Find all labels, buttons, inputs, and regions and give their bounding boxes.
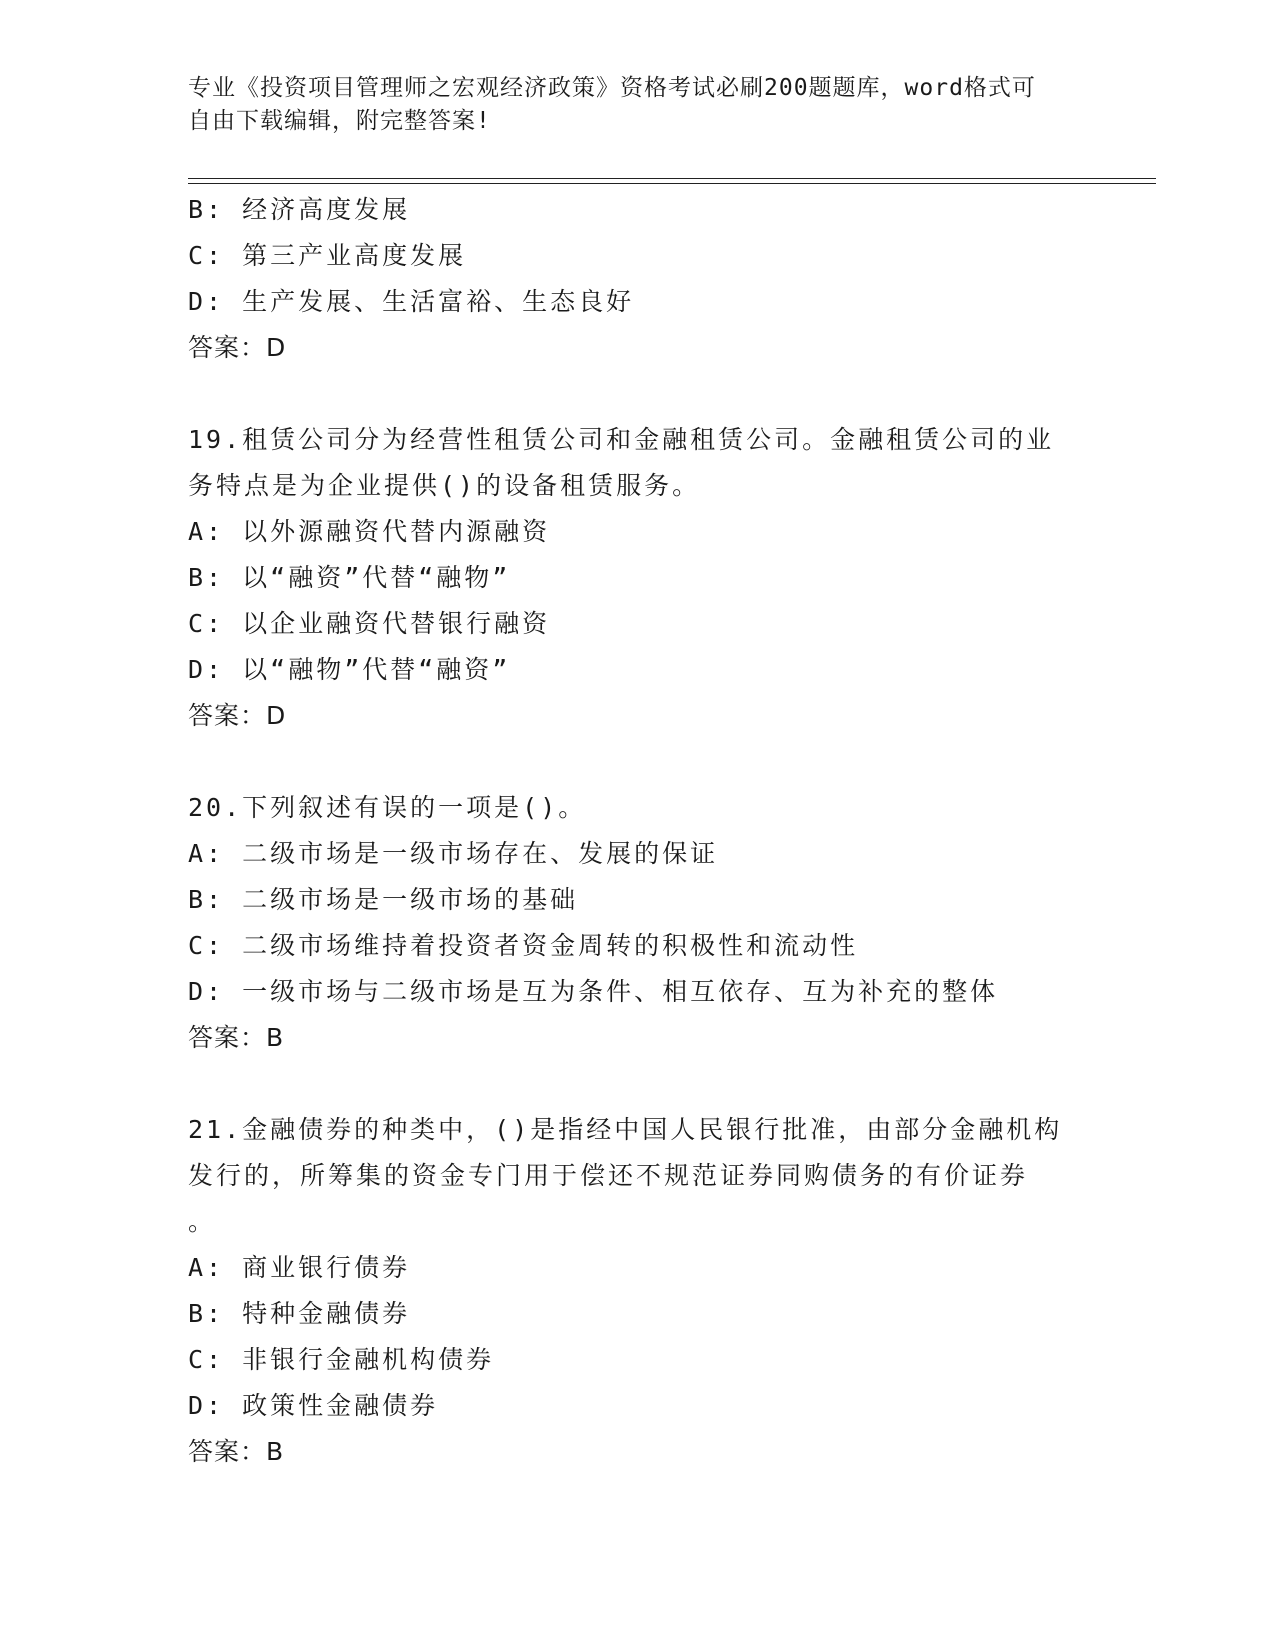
option-d: D: 生产发展、生活富裕、生态良好 bbox=[188, 287, 635, 316]
option-b: B: 经济高度发展 bbox=[188, 195, 411, 224]
question-18-continued bbox=[188, 187, 1088, 371]
option-a: A: 二级市场是一级市场存在、发展的保证 bbox=[188, 839, 719, 868]
header-line-1: 专业《投资项目管理师之宏观经济政策》资格考试必刷200题题库，word格式可 bbox=[188, 75, 1036, 101]
header-line-2: 自由下载编辑，附完整答案! bbox=[188, 108, 491, 134]
option-c: C: 第三产业高度发展 bbox=[188, 241, 467, 270]
question-text-line: 发行的，所筹集的资金专门用于偿还不规范证券同购债务的有价证券 bbox=[188, 1161, 1029, 1190]
question-text-line: 20.下列叙述有误的一项是()。 bbox=[188, 793, 587, 822]
option-a: A: 以外源融资代替内源融资 bbox=[188, 517, 551, 546]
question-20 bbox=[188, 785, 1088, 1061]
question-text-line: 19.租赁公司分为经营性租赁公司和金融租赁公司。金融租赁公司的业 bbox=[188, 425, 1055, 454]
header-divider-top bbox=[188, 178, 1156, 179]
option-c: C: 非银行金融机构债券 bbox=[188, 1345, 495, 1374]
document-header bbox=[188, 72, 1068, 138]
option-b: B: 以“融资”代替“融物” bbox=[188, 563, 511, 592]
option-d: D: 一级市场与二级市场是互为条件、相互依存、互为补充的整体 bbox=[188, 977, 999, 1006]
question-text-line: 。 bbox=[188, 1207, 217, 1236]
option-c: C: 二级市场维持着投资者资金周转的积极性和流动性 bbox=[188, 931, 859, 960]
header-divider-bottom bbox=[188, 183, 1156, 184]
answer: 答案：B bbox=[188, 1437, 285, 1466]
question-text-line: 21.金融债券的种类中，()是指经中国人民银行批准，由部分金融机构 bbox=[188, 1115, 1063, 1144]
question-21 bbox=[188, 1107, 1088, 1475]
answer: 答案：D bbox=[188, 333, 287, 362]
question-19 bbox=[188, 417, 1088, 739]
answer: 答案：B bbox=[188, 1023, 285, 1052]
option-b: B: 二级市场是一级市场的基础 bbox=[188, 885, 579, 914]
option-a: A: 商业银行债券 bbox=[188, 1253, 411, 1282]
option-c: C: 以企业融资代替银行融资 bbox=[188, 609, 551, 638]
question-text-line: 务特点是为企业提供()的设备租赁服务。 bbox=[188, 471, 701, 500]
option-d: D: 以“融物”代替“融资” bbox=[188, 655, 511, 684]
answer: 答案：D bbox=[188, 701, 287, 730]
document-body bbox=[188, 187, 1088, 1475]
option-b: B: 特种金融债券 bbox=[188, 1299, 411, 1328]
option-d: D: 政策性金融债券 bbox=[188, 1391, 439, 1420]
